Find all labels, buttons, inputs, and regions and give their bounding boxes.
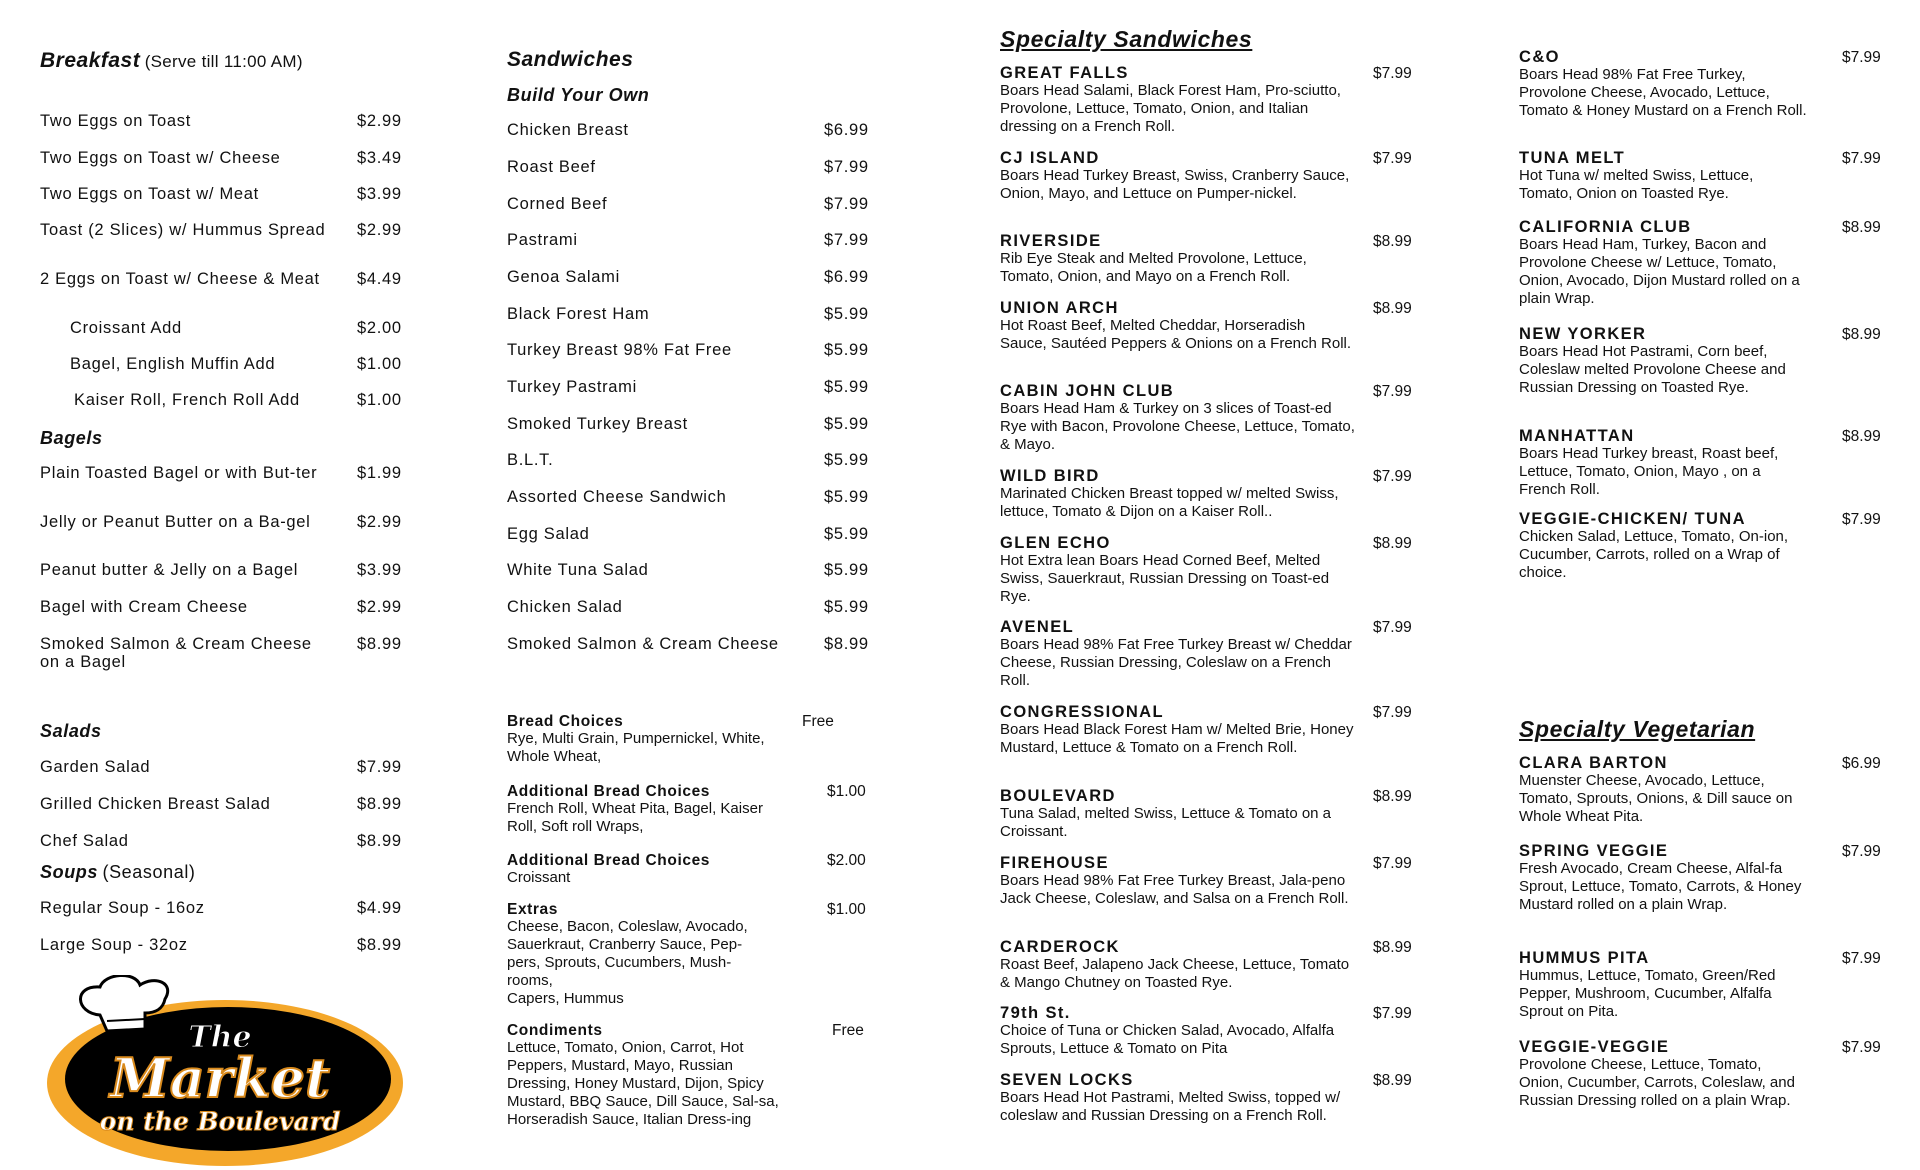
specialty-title: Specialty Sandwiches xyxy=(1000,26,1253,52)
menu-item: Genoa Salami $6.99 xyxy=(507,268,869,286)
specialty-item: CJ ISLAND Boars Head Turkey Breast, Swiss, Cranberry Sauce, Onion, Mayo, and Lettuce on Pumper-nickel. $7.99 xyxy=(1000,149,1412,202)
vegetarian-title: Specialty Vegetarian xyxy=(1519,716,1756,742)
additional-bread-choices: Additional Bread Choices Croissant $2.00 xyxy=(507,852,866,886)
bagels-title: Bagels xyxy=(40,428,103,448)
specialty-item: VEGGIE-CHICKEN/ TUNA Chicken Salad, Lettuce, Tomato, On-ion, Cucumber, Carrots, rolled on a Wrap of choice. $7.99 xyxy=(1519,510,1881,581)
menu-item: Corned Beef $7.99 xyxy=(507,195,869,213)
menu-item: Jelly or Peanut Butter on a Ba-gel $2.99 xyxy=(40,513,402,531)
soups-note: (Seasonal) xyxy=(102,862,196,882)
vegetarian-item: SPRING VEGGIE Fresh Avocado, Cream Cheese, Alfal-fa Sprout, Lettuce, Tomato, Carrots, & Honey Mustard rolled on a plain Wrap. $7.99 xyxy=(1519,842,1881,913)
menu-item: Peanut butter & Jelly on a Bagel $3.99 xyxy=(40,561,402,579)
menu-item: Chicken Breast $6.99 xyxy=(507,121,869,139)
menu-item: Pastrami $7.99 xyxy=(507,231,869,249)
salads-title: Salads xyxy=(40,721,102,741)
market-logo xyxy=(45,975,405,1170)
menu-item: Garden Salad $7.99 xyxy=(40,758,402,776)
menu-item: Turkey Pastrami $5.99 xyxy=(507,378,869,396)
specialty-item: SEVEN LOCKS Boars Head Hot Pastrami, Melted Swiss, topped w/ coleslaw and Russian Dressing on a French Roll. $8.99 xyxy=(1000,1071,1412,1124)
menu-item: White Tuna Salad $5.99 xyxy=(507,561,869,579)
soups-title: Soups xyxy=(40,862,99,882)
menu-item: Bagel with Cream Cheese $2.99 xyxy=(40,598,402,616)
menu-item: Egg Salad $5.99 xyxy=(507,525,869,543)
menu-item: Plain Toasted Bagel or with But-ter $1.99 xyxy=(40,464,402,482)
menu-item: Two Eggs on Toast w/ Cheese $3.49 xyxy=(40,149,402,167)
condiments: Condiments Lettuce, Tomato, Onion, Carrot, Hot Peppers, Mustard, Mayo, Russian Dressing, Honey Mustard, Dijon, Spicy Mustard, BBQ Sauce, Dill Sauce, Sal-sa, Horseradish Sauce, Italian Dress-ing Free xyxy=(507,1022,864,1128)
vegetarian-item: CLARA BARTON Muenster Cheese, Avocado, Lettuce, Tomato, Sprouts, Onions, & Dill sauce on Whole Wheat Pita. $6.99 xyxy=(1519,754,1881,825)
menu-item: Two Eggs on Toast $2.99 xyxy=(40,112,402,130)
menu-item: Two Eggs on Toast w/ Meat $3.99 xyxy=(40,185,402,203)
menu-item: Smoked Turkey Breast $5.99 xyxy=(507,415,869,433)
specialty-item: UNION ARCH Hot Roast Beef, Melted Cheddar, Horseradish Sauce, Sautéed Peppers & Onions on a French Roll. $8.99 xyxy=(1000,299,1412,352)
menu-item: Chef Salad $8.99 xyxy=(40,832,402,850)
menu-item: Chicken Salad $5.99 xyxy=(507,598,869,616)
specialty-item: RIVERSIDE Rib Eye Steak and Melted Provolone, Lettuce, Tomato, Onion, and Mayo on a French Roll. $8.99 xyxy=(1000,232,1412,285)
extras: Extras Cheese, Bacon, Coleslaw, Avocado, Sauerkraut, Cranberry Sauce, Pep-pers, Sprouts, Cucumbers, Mush-rooms, Capers, Hummus $1.00 xyxy=(507,901,866,1007)
menu-item: Roast Beef $7.99 xyxy=(507,158,869,176)
menu-item: Grilled Chicken Breast Salad $8.99 xyxy=(40,795,402,813)
specialty-item: GREAT FALLS Boars Head Salami, Black Forest Ham, Pro-sciutto, Provolone, Lettuce, Tomato, Onion, and Italian dressing on a French Roll. $7.99 xyxy=(1000,64,1412,135)
menu-item: 2 Eggs on Toast w/ Cheese & Meat $4.49 xyxy=(40,270,402,288)
menu-item: B.L.T. $5.99 xyxy=(507,451,869,469)
vegetarian-item: VEGGIE-VEGGIE Provolone Cheese, Lettuce, Tomato, Onion, Cucumber, Carrots, Coleslaw, and Russian Dressing rolled on a plain Wrap. $7.99 xyxy=(1519,1038,1881,1109)
specialty-item: MANHATTAN Boars Head Turkey breast, Roast beef, Lettuce, Tomato, Onion, Mayo , on a French Roll. $8.99 xyxy=(1519,427,1881,498)
menu-item: Croissant Add $2.00 xyxy=(70,319,402,337)
menu-item: Smoked Salmon & Cream Cheese $8.99 xyxy=(507,635,869,653)
breakfast-note: (Serve till 11:00 AM) xyxy=(144,52,303,71)
menu-item: Kaiser Roll, French Roll Add $1.00 xyxy=(74,391,402,409)
menu-item: Assorted Cheese Sandwich $5.99 xyxy=(507,488,869,506)
specialty-item: BOULEVARD Tuna Salad, melted Swiss, Lettuce & Tomato on a Croissant. $8.99 xyxy=(1000,787,1412,840)
menu-item: Toast (2 Slices) w/ Hummus Spread $2.99 xyxy=(40,221,402,239)
specialty-item: CONGRESSIONAL Boars Head Black Forest Ham w/ Melted Brie, Honey Mustard, Lettuce & Tomato on a French Roll. $7.99 xyxy=(1000,703,1412,756)
specialty-item: WILD BIRD Marinated Chicken Breast topped w/ melted Swiss, lettuce, Tomato & Dijon on a Kaiser Roll.. $7.99 xyxy=(1000,467,1412,520)
specialty-item: CALIFORNIA CLUB Boars Head Ham, Turkey, Bacon and Provolone Cheese w/ Lettuce, Tomato, Onion, Avocado, Dijon Mustard rolled on a plain Wrap. $8.99 xyxy=(1519,218,1881,307)
breakfast-title: Breakfast xyxy=(40,49,141,72)
specialty-item: AVENEL Boars Head 98% Fat Free Turkey Breast w/ Cheddar Cheese, Russian Dressing, Coleslaw on a French Roll. $7.99 xyxy=(1000,618,1412,689)
specialty-item: 79th St. Choice of Tuna or Chicken Salad, Avocado, Alfalfa Sprouts, Lettuce & Tomato on Pita $7.99 xyxy=(1000,1004,1412,1057)
logo-the: The xyxy=(188,1020,252,1055)
menu-item: Regular Soup - 16oz $4.99 xyxy=(40,899,402,917)
specialty-item: NEW YORKER Boars Head Hot Pastrami, Corn beef, Coleslaw melted Provolone Cheese and Russian Dressing on Toasted Rye. $8.99 xyxy=(1519,325,1881,396)
specialty-item: GLEN ECHO Hot Extra lean Boars Head Corned Beef, Melted Swiss, Sauerkraut, Russian Dressing on Toast-ed Rye. $8.99 xyxy=(1000,534,1412,605)
vegetarian-item: HUMMUS PITA Hummus, Lettuce, Tomato, Green/Red Pepper, Mushroom, Cucumber, Alfalfa Sprout on Pita. $7.99 xyxy=(1519,949,1881,1020)
sandwiches-title: Sandwiches xyxy=(507,48,634,71)
breakfast-header xyxy=(40,46,370,77)
menu-item: Black Forest Ham $5.99 xyxy=(507,305,869,323)
menu-item: Bagel, English Muffin Add $1.00 xyxy=(70,355,402,373)
specialty-item: CABIN JOHN CLUB Boars Head Ham & Turkey on 3 slices of Toast-ed Rye with Bacon, Provolone Cheese, Lettuce, Tomato, & Mayo. $7.99 xyxy=(1000,382,1412,453)
menu-item: Large Soup - 32oz $8.99 xyxy=(40,936,402,954)
build-your-own-title: Build Your Own xyxy=(507,85,650,105)
specialty-item: TUNA MELT Hot Tuna w/ melted Swiss, Lettuce, Tomato, Onion on Toasted Rye. $7.99 xyxy=(1519,149,1881,202)
specialty-item: FIREHOUSE Boars Head 98% Fat Free Turkey Breast, Jala-peno Jack Cheese, Coleslaw, and Salsa on a French Roll. $7.99 xyxy=(1000,854,1412,907)
menu-item: Smoked Salmon & Cream Cheese on a Bagel $8.99 xyxy=(40,635,402,671)
specialty-item: C&O Boars Head 98% Fat Free Turkey, Provolone Cheese, Avocado, Lettuce, Tomato & Honey Mustard on a French Roll. $7.99 xyxy=(1519,48,1881,119)
logo-boulevard: on the Boulevard xyxy=(99,1107,341,1136)
logo-market: Market xyxy=(110,1046,330,1110)
soups-header xyxy=(40,862,196,883)
menu-item: Turkey Breast 98% Fat Free $5.99 xyxy=(507,341,869,359)
specialty-item: CARDEROCK Roast Beef, Jalapeno Jack Cheese, Lettuce, Tomato & Mango Chutney on Toasted Rye. $8.99 xyxy=(1000,938,1412,991)
additional-bread-choices: Additional Bread Choices French Roll, Wheat Pita, Bagel, Kaiser Roll, Soft roll Wraps, $1.00 xyxy=(507,783,866,835)
bread-choices: Bread Choices Rye, Multi Grain, Pumpernickel, White, Whole Wheat, Free xyxy=(507,713,834,765)
